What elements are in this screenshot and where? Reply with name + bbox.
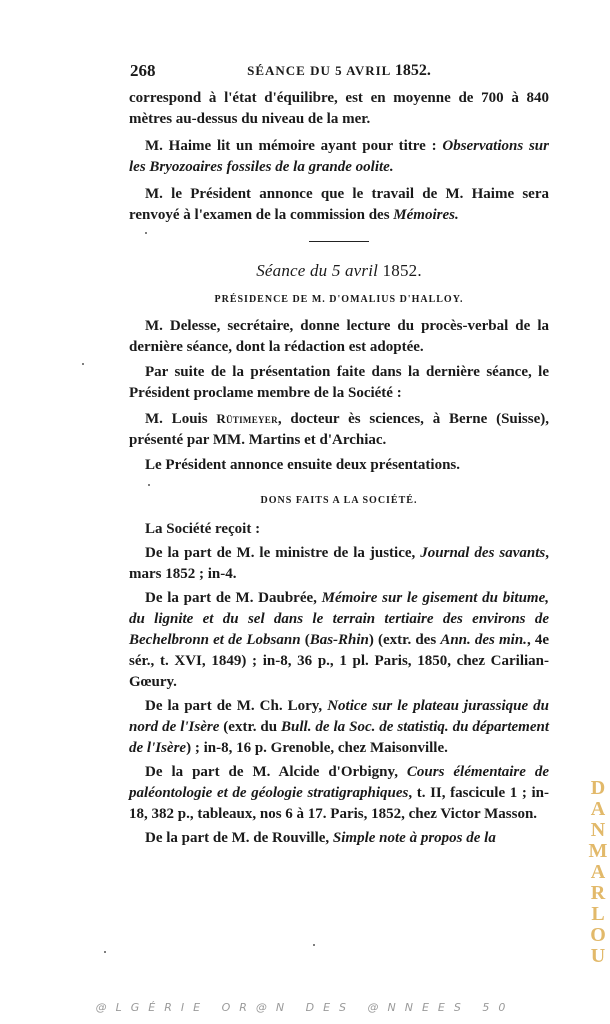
donation-entry	[129, 543, 549, 585]
paragraph-text: (	[300, 632, 310, 648]
running-title-year: 1852.	[394, 62, 431, 79]
donation-entry	[129, 588, 549, 693]
stamp-letter: U	[590, 945, 606, 967]
stamp-letter: A	[590, 798, 606, 820]
paragraph-text: De la part de M. le ministre de la justice,	[145, 545, 421, 561]
journal-abbrev: Ann. des min.	[440, 632, 527, 648]
memoir-title: Observations sur les Bryozoaires fossiles de la grande oolite.	[129, 138, 549, 175]
side-stamp	[588, 778, 608, 967]
paragraph-text: correspond à l'état d'équilibre, est en moyenne de 700 à 840 mètres au-dessus du niveau de la mer.	[129, 90, 549, 127]
work-title: Journal des savants	[420, 545, 546, 561]
text-body	[129, 88, 549, 849]
stamp-letter: O	[590, 924, 606, 946]
paragraph-text: ) ; in-8, 16 p. Grenoble, chez Maisonville.	[186, 740, 448, 756]
stamp-letter: N	[590, 819, 606, 841]
paragraph-text: M. Louis	[145, 411, 217, 427]
paragraph	[129, 184, 549, 226]
paper-speck	[313, 944, 315, 946]
paper-speck	[145, 232, 147, 234]
dons-heading: DONS FAITS A LA SOCIÉTÉ.	[260, 495, 418, 506]
paper-speck	[104, 951, 106, 953]
paragraph-text: De la part de M. de Rouville,	[145, 830, 333, 846]
work-title: Simple note à propos de la	[332, 830, 496, 846]
paragraph-text: De la part de M. Daubrée,	[145, 590, 322, 606]
paragraph-text: Par suite de la présentation faite dans la dernière séance, le Président proclame membre de la Société :	[129, 364, 549, 401]
paragraph-text: La Société reçoit :	[145, 521, 261, 537]
paragraph-text: M. Haime lit un mémoire ayant pour titre :	[145, 138, 443, 154]
paragraph-text: (extr. du	[219, 719, 282, 735]
paragraph	[129, 455, 549, 476]
presidency-line: PRÉSIDENCE DE M. D'OMALIUS D'HALLOY.	[214, 294, 464, 305]
work-title: Notice sur le plateau jurassique du nord de l'Isère	[129, 698, 549, 735]
donation-entry	[129, 696, 549, 759]
stamp-letter: A	[590, 861, 606, 883]
paragraph	[129, 88, 549, 130]
journal-abbrev: Bull. de la Soc. de statistiq. du département de l'Isère	[129, 719, 549, 756]
session-title-part: avril	[344, 261, 379, 280]
stamp-letter: L	[591, 903, 605, 925]
paragraph-text: De la part de M. Alcide d'Orbigny,	[145, 764, 407, 780]
donation-entry	[129, 762, 549, 825]
paper-speck	[148, 484, 150, 486]
session-title-part: Séance	[256, 261, 306, 280]
session-title-part: du 5	[305, 261, 345, 280]
paragraph	[129, 316, 549, 358]
paragraph-text: , docteur ès sciences, à Berne (Suisse), présenté par MM. Martins et d'Archiac.	[129, 411, 549, 448]
donation-entry	[129, 828, 549, 849]
paragraph-text: M. le Président annonce que le travail de M. Haime sera renvoyé à l'examen de la commission des	[129, 186, 549, 223]
paragraph-text: , 4e sér., t. XVI, 1849) ; in-8, 36 p., 1 pl. Paris, 1850, chez Carilian-Gœury.	[129, 632, 549, 690]
work-title: Mémoire sur le gisement du bitume, du lignite et du sel dans le terrain tertiaire des environs de Bechelbronn et de Lobsann	[129, 590, 549, 648]
page-number: 268	[130, 61, 156, 80]
paragraph	[129, 408, 549, 451]
commission-name: Mémoires.	[393, 207, 459, 223]
paragraph-text: De la part de M. Ch. Lory,	[145, 698, 328, 714]
stamp-letter: M	[588, 840, 608, 862]
paragraph-text: Le Président annonce ensuite deux présentations.	[145, 457, 460, 473]
paragraph-text: M. Delesse, secrétaire, donne lecture du procès-verbal de la dernière séance, dont la rédaction est adoptée.	[129, 318, 549, 355]
stamp-letter: R	[590, 882, 606, 904]
running-header	[130, 61, 548, 83]
place-name: Bas-Rhin	[309, 632, 369, 648]
paragraph	[129, 519, 549, 540]
watermark: @LGÉRIE OR@N DES @NNEES 50	[95, 1001, 515, 1014]
paragraph-text: , t. II, fascicule 1 ; in-18, 382 p., tableaux, nos 6 à 17. Paris, 1852, chez Victor Masson.	[129, 785, 550, 822]
paragraph-text: ) (extr. des	[368, 632, 441, 648]
paper-speck	[82, 363, 84, 365]
section-divider	[309, 241, 369, 242]
paragraph	[129, 136, 549, 178]
running-title-text: SÉANCE DU 5 AVRIL	[247, 63, 391, 78]
paragraph-text: , mars 1852 ; in-4.	[129, 545, 549, 582]
session-title-part: 1852.	[378, 261, 422, 280]
session-title	[129, 260, 549, 281]
paragraph	[129, 362, 549, 404]
stamp-letter: D	[590, 777, 606, 799]
member-name: Rütimeyer	[216, 411, 278, 426]
work-title: Cours élémentaire de paléontologie et de géologie stratigraphiques	[129, 764, 549, 801]
running-title	[130, 62, 548, 80]
